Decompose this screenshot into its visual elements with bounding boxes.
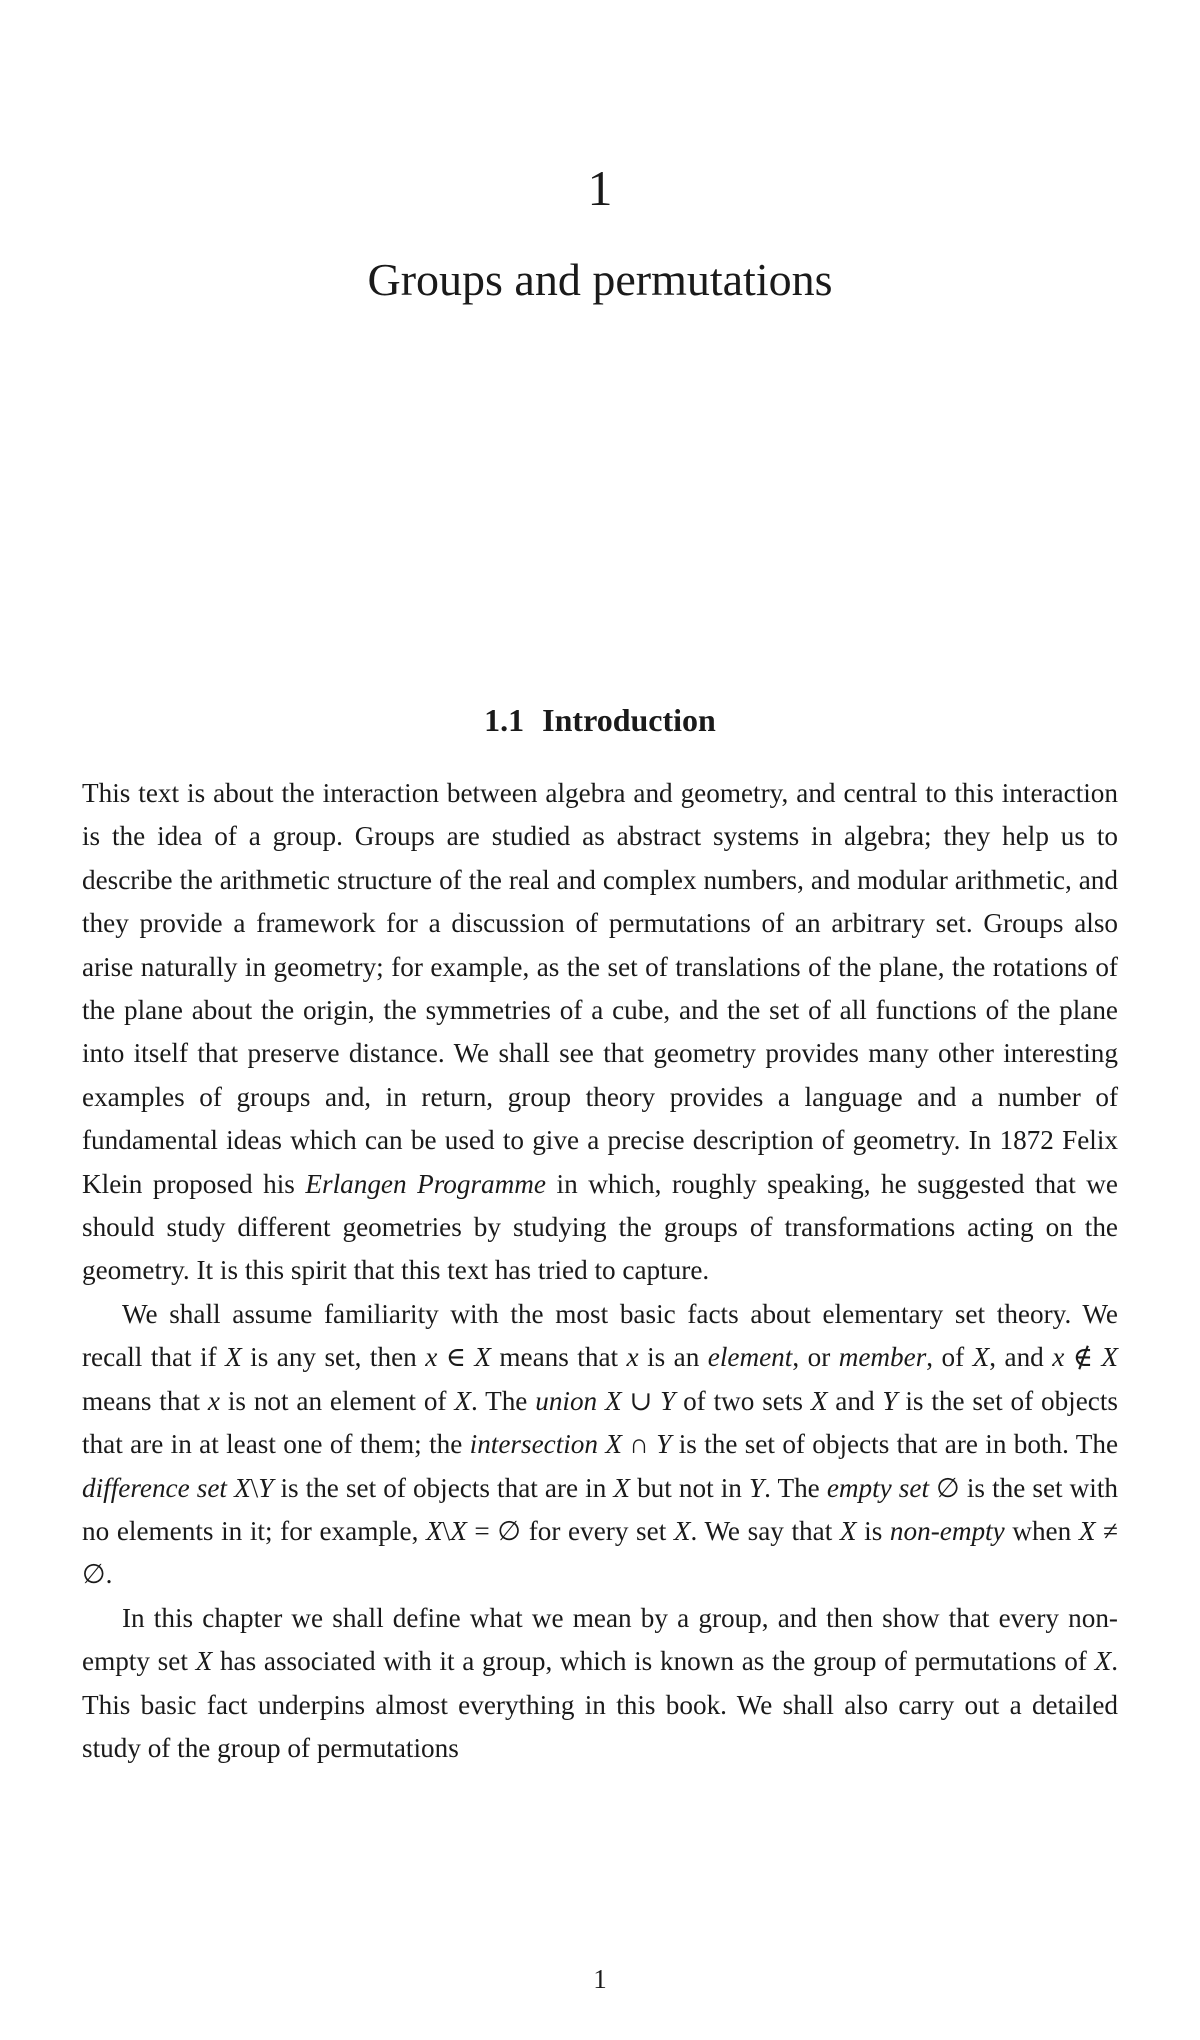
- text-run: is the set of objects that are in: [273, 1472, 614, 1503]
- chapter-number: 1: [587, 160, 613, 216]
- paragraph-2: [82, 1293, 1118, 1597]
- text-run: . We say that: [690, 1515, 840, 1546]
- italic-run: X: [1094, 1646, 1112, 1677]
- italic-run: Y: [748, 1472, 765, 1503]
- text-run: . This basic fact underpins almost everything in this book. We shall also carry out a detailed study of the group of permutations: [82, 1646, 1118, 1763]
- text-run: when: [1004, 1515, 1079, 1546]
- text-run: means that: [490, 1342, 627, 1373]
- text-run: is the set of objects that are in at least one of them; the: [82, 1385, 1118, 1460]
- section-number: 1.1: [484, 702, 525, 738]
- text-run: is: [856, 1515, 890, 1546]
- italic-run: X: [426, 1515, 443, 1546]
- text-run: [597, 1386, 605, 1416]
- italic-run: X: [613, 1472, 630, 1503]
- italic-run: X: [1101, 1342, 1118, 1373]
- text-run: is an: [638, 1342, 708, 1373]
- italic-run: x: [626, 1342, 639, 1373]
- italic-run: x: [425, 1342, 438, 1373]
- text-run: means that: [82, 1385, 208, 1416]
- italic-run: X: [454, 1385, 471, 1416]
- italic-run: X: [1078, 1515, 1096, 1546]
- italic-run: X: [810, 1385, 828, 1416]
- italic-run: empty set: [826, 1472, 930, 1503]
- italic-run: Y: [258, 1472, 274, 1503]
- italic-run: X: [605, 1385, 622, 1416]
- text-run: . The: [764, 1472, 827, 1503]
- italic-run: Y: [882, 1385, 898, 1416]
- text-run: ∩: [621, 1429, 657, 1460]
- italic-run: Y: [660, 1385, 676, 1416]
- text-run: = ∅ for every set: [466, 1515, 674, 1546]
- italic-run: element: [707, 1342, 793, 1373]
- italic-run: X: [972, 1342, 990, 1373]
- paragraph-3: [82, 1597, 1118, 1771]
- text-run: ∈: [437, 1342, 475, 1373]
- paragraph-1: [82, 772, 1118, 1293]
- italic-run: Y: [656, 1429, 672, 1460]
- italic-run: X: [450, 1515, 467, 1546]
- text-run: , of: [926, 1342, 973, 1373]
- italic-run: union: [535, 1385, 598, 1416]
- text-run: This text is about the interaction between algebra and geometry, and central to this interaction is the idea of a group. Groups are studied as abstract systems in algebra; they help us to describe the arithmetic structure of the real and complex numbers, and modular arithmetic, and they provide a framework for a discussion of permutations of an arbitrary set. Groups also arise naturally in geometry; for example, as the set of translations of the plane, the rotations of the plane about the origin, the symmetries of a cube, and the set of all functions of the plane into itself that preserve distance. We shall see that geometry provides many other interesting examples of groups and, in return, group theory provides a language and a number of fundamental ideas which can be used to give a precise description of geometry. In 1872 Felix Klein proposed his: [82, 778, 1118, 1199]
- italic-run: x: [1052, 1342, 1065, 1373]
- italic-run: intersection: [469, 1429, 598, 1460]
- text-run: of two sets: [675, 1385, 811, 1416]
- italic-run: X: [839, 1515, 857, 1546]
- italic-run: X: [474, 1342, 491, 1373]
- text-run: . The: [470, 1385, 536, 1416]
- text-run: ∅ is the set with no elements in it; for example,: [82, 1472, 1118, 1546]
- italic-run: member: [838, 1342, 927, 1373]
- text-run: ∪: [621, 1385, 661, 1416]
- text-run: In this chapter we shall define what we mean by a group, and then show that every non-empty set: [82, 1602, 1118, 1677]
- italic-run: x: [207, 1385, 220, 1416]
- text-run: We shall assume familiarity with the most basic facts about elementary set theory. We recall that if: [82, 1298, 1118, 1373]
- text-run: , or: [792, 1342, 839, 1373]
- text-run: \: [250, 1472, 259, 1503]
- body-text: [82, 772, 1118, 1770]
- italic-run: non-empty: [889, 1515, 1005, 1546]
- italic-run: X: [605, 1429, 622, 1460]
- italic-run: X: [195, 1646, 213, 1677]
- text-run: but not in: [630, 1472, 749, 1503]
- section-heading: [0, 700, 1200, 740]
- text-run: has associated with it a group, which is known as the group of permutations of: [212, 1646, 1095, 1677]
- page-number: 1: [593, 1964, 607, 1994]
- text-run: and: [827, 1385, 883, 1416]
- italic-run: Erlangen Programme: [305, 1168, 546, 1199]
- italic-run: X: [225, 1342, 242, 1373]
- italic-run: X: [673, 1515, 691, 1546]
- text-run: is not an element of: [220, 1385, 455, 1416]
- italic-run: X: [234, 1472, 251, 1503]
- text-run: in which, roughly speaking, he suggested that we should study different geometries by studying the groups of transformations acting on the geometry. It is this spirit that this text has tried to capture.: [82, 1168, 1118, 1286]
- text-run: , and: [989, 1342, 1053, 1373]
- text-run: \: [442, 1515, 451, 1546]
- chapter-title: Groups and permutations: [367, 254, 833, 305]
- text-run: is any set, then: [241, 1342, 426, 1373]
- italic-run: difference set: [82, 1472, 227, 1503]
- text-run: is the set of objects that are in both. The: [671, 1429, 1119, 1460]
- section-title: Introduction: [542, 702, 716, 738]
- text-run: [227, 1473, 234, 1503]
- text-run: ∉: [1064, 1342, 1102, 1373]
- text-run: ≠ ∅.: [82, 1515, 1119, 1590]
